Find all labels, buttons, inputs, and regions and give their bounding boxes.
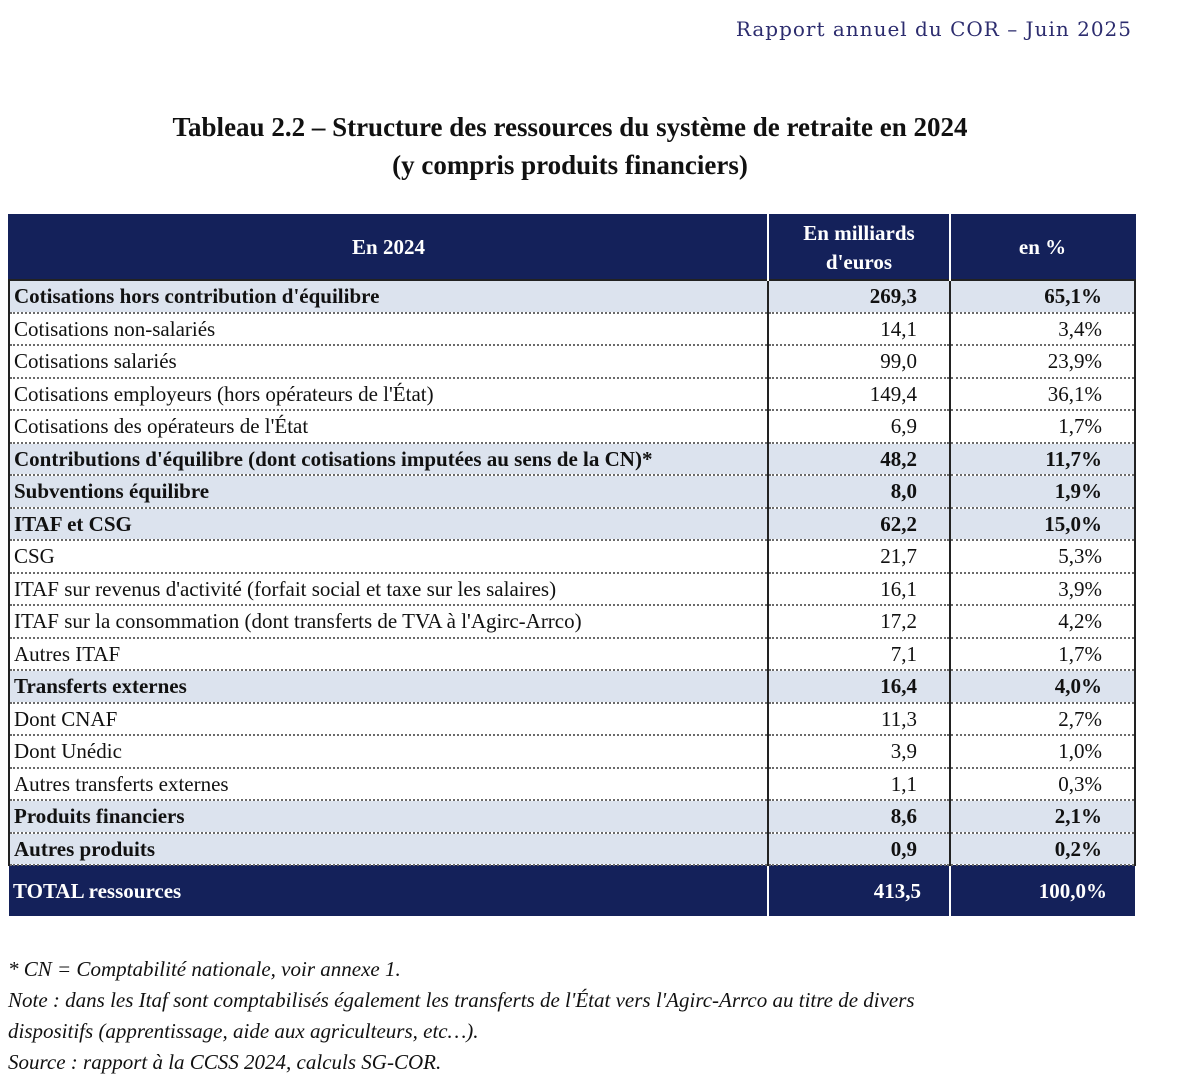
row-label: Dont CNAF bbox=[9, 703, 768, 736]
total-row bbox=[9, 865, 1135, 916]
row-label: CSG bbox=[9, 540, 768, 573]
row-percent: 1,0% bbox=[950, 735, 1135, 768]
table-title bbox=[0, 108, 1140, 184]
row-label: Cotisations non-salariés bbox=[9, 313, 768, 346]
footnotes bbox=[8, 954, 1148, 1078]
table-row bbox=[9, 443, 1135, 476]
row-amount: 16,1 bbox=[768, 573, 950, 606]
table-title-line2: (y compris produits financiers) bbox=[392, 150, 748, 180]
footnote-note-line2: dispositifs (apprentissage, aide aux agriculteurs, etc…). bbox=[8, 1019, 479, 1043]
row-amount: 11,3 bbox=[768, 703, 950, 736]
row-label: Subventions équilibre bbox=[9, 475, 768, 508]
row-percent: 11,7% bbox=[950, 443, 1135, 476]
table-row bbox=[9, 475, 1135, 508]
row-percent: 3,9% bbox=[950, 573, 1135, 606]
row-label: Autres transferts externes bbox=[9, 768, 768, 801]
table-row bbox=[9, 735, 1135, 768]
table-row bbox=[9, 573, 1135, 606]
row-amount: 0,9 bbox=[768, 833, 950, 866]
report-header-label: Rapport annuel du COR – Juin 2025 bbox=[735, 17, 1132, 41]
table-row bbox=[9, 605, 1135, 638]
total-label: TOTAL ressources bbox=[9, 865, 768, 916]
row-percent: 2,7% bbox=[950, 703, 1135, 736]
table-row bbox=[9, 703, 1135, 736]
row-amount: 17,2 bbox=[768, 605, 950, 638]
row-amount: 8,6 bbox=[768, 800, 950, 833]
row-percent: 2,1% bbox=[950, 800, 1135, 833]
row-amount: 6,9 bbox=[768, 410, 950, 443]
row-percent: 23,9% bbox=[950, 345, 1135, 378]
table-body bbox=[9, 280, 1135, 865]
row-amount: 149,4 bbox=[768, 378, 950, 411]
table-title-line1: Tableau 2.2 – Structure des ressources du système de retraite en 2024 bbox=[172, 112, 968, 142]
table-row bbox=[9, 540, 1135, 573]
footnote-cn: * CN = Comptabilité nationale, voir annexe 1. bbox=[8, 957, 401, 981]
row-amount: 99,0 bbox=[768, 345, 950, 378]
resources-table-container bbox=[8, 214, 1134, 916]
row-percent: 3,4% bbox=[950, 313, 1135, 346]
table-header-row bbox=[9, 215, 1135, 280]
table-row bbox=[9, 638, 1135, 671]
row-amount: 1,1 bbox=[768, 768, 950, 801]
row-label: Cotisations salariés bbox=[9, 345, 768, 378]
row-label: Cotisations des opérateurs de l'État bbox=[9, 410, 768, 443]
row-percent: 15,0% bbox=[950, 508, 1135, 541]
header-amount bbox=[768, 215, 950, 280]
row-label: Contributions d'équilibre (dont cotisations imputées au sens de la CN)* bbox=[9, 443, 768, 476]
row-label: Cotisations employeurs (hors opérateurs de l'État) bbox=[9, 378, 768, 411]
row-amount: 16,4 bbox=[768, 670, 950, 703]
row-percent: 1,9% bbox=[950, 475, 1135, 508]
header-amount-line2: d'euros bbox=[825, 249, 893, 274]
row-label: Cotisations hors contribution d'équilibre bbox=[9, 280, 768, 313]
header-percent: en % bbox=[950, 215, 1135, 280]
table-row bbox=[9, 800, 1135, 833]
table-row bbox=[9, 670, 1135, 703]
table-row bbox=[9, 313, 1135, 346]
total-amount: 413,5 bbox=[768, 865, 950, 916]
row-label: Dont Unédic bbox=[9, 735, 768, 768]
row-percent: 65,1% bbox=[950, 280, 1135, 313]
header-amount-line1: En milliards bbox=[803, 220, 915, 245]
row-percent: 5,3% bbox=[950, 540, 1135, 573]
table-row bbox=[9, 280, 1135, 313]
row-percent: 1,7% bbox=[950, 638, 1135, 671]
row-percent: 0,2% bbox=[950, 833, 1135, 866]
row-label: Autres ITAF bbox=[9, 638, 768, 671]
row-amount: 14,1 bbox=[768, 313, 950, 346]
row-amount: 48,2 bbox=[768, 443, 950, 476]
footnote-source: Source : rapport à la CCSS 2024, calculs SG-COR. bbox=[8, 1050, 442, 1074]
row-label: ITAF sur la consommation (dont transferts de TVA à l'Agirc-Arrco) bbox=[9, 605, 768, 638]
row-percent: 4,0% bbox=[950, 670, 1135, 703]
row-label: Produits financiers bbox=[9, 800, 768, 833]
footnote-note-line1: Note : dans les Itaf sont comptabilisés également les transferts de l'État vers l'Agirc-Arrco au titre de divers bbox=[8, 988, 915, 1012]
table-row bbox=[9, 410, 1135, 443]
header-year: En 2024 bbox=[9, 215, 768, 280]
table-row bbox=[9, 833, 1135, 866]
table-row bbox=[9, 768, 1135, 801]
row-amount: 8,0 bbox=[768, 475, 950, 508]
total-percent: 100,0% bbox=[950, 865, 1135, 916]
row-amount: 7,1 bbox=[768, 638, 950, 671]
row-label: ITAF sur revenus d'activité (forfait social et taxe sur les salaires) bbox=[9, 573, 768, 606]
row-amount: 3,9 bbox=[768, 735, 950, 768]
row-amount: 62,2 bbox=[768, 508, 950, 541]
row-label: Autres produits bbox=[9, 833, 768, 866]
resources-table bbox=[8, 214, 1136, 916]
row-percent: 1,7% bbox=[950, 410, 1135, 443]
table-row bbox=[9, 378, 1135, 411]
table-row bbox=[9, 508, 1135, 541]
row-label: ITAF et CSG bbox=[9, 508, 768, 541]
row-amount: 21,7 bbox=[768, 540, 950, 573]
row-amount: 269,3 bbox=[768, 280, 950, 313]
row-percent: 36,1% bbox=[950, 378, 1135, 411]
row-percent: 4,2% bbox=[950, 605, 1135, 638]
row-percent: 0,3% bbox=[950, 768, 1135, 801]
table-row bbox=[9, 345, 1135, 378]
row-label: Transferts externes bbox=[9, 670, 768, 703]
